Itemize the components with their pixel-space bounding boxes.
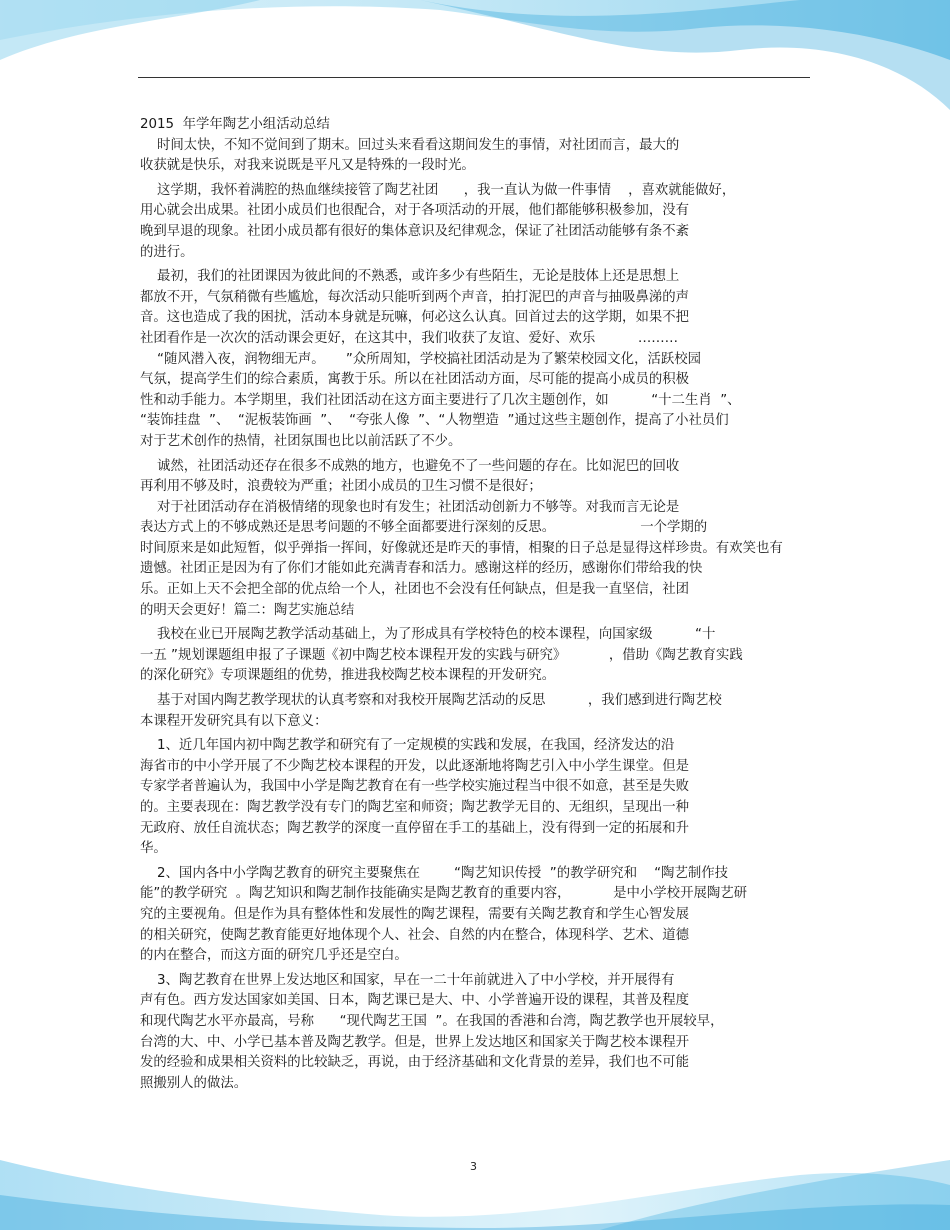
text-line: 我校在业已开展陶艺教学活动基础上，为了形成具有学校特色的校本课程，向国家级 “十 bbox=[140, 627, 716, 643]
text-line: 本课程开发研究具有以下意义： bbox=[140, 713, 328, 729]
text-line: 的。主要表现在：陶艺教学没有专门的陶艺室和师资；陶艺教学无目的、无组织，呈现出一种 bbox=[140, 800, 690, 815]
text-line: 的明天会更好！篇二：陶艺实施总结 bbox=[140, 602, 355, 618]
text-line: 这学期，我怀着满腔的热血继续接管了陶艺社团 ，我一直认为做一件事情 ，喜欢就能做好， bbox=[140, 182, 736, 198]
text-line: 台湾的大、中、小学已基本普及陶艺教学。但是，世界上发达地区和国家关于陶艺校本课程开 bbox=[140, 1034, 690, 1050]
header-rule bbox=[138, 77, 810, 78]
text-line: 照搬别人的做法。 bbox=[140, 1075, 248, 1091]
text-line: 收获就是快乐，对我来说既是平凡又是特殊的一段时光。 bbox=[140, 158, 475, 174]
text-line: 究的主要视角。但是作为具有整体性和发展性的陶艺课程，需要有关陶艺教育和学生心智发展 bbox=[140, 906, 690, 922]
text-line: 表达方式上的不够成熟还是思考问题的不够全面都要进行深刻的反思。 一个学期的 bbox=[140, 520, 708, 536]
text-line: 和现代陶艺水平亦最高，号称 “现代陶艺王国 ”。在我国的香港和台湾，陶艺教学也开展较早， bbox=[140, 1013, 724, 1029]
page-number: 3 bbox=[470, 1160, 477, 1173]
text-line: 晚到早退的现象。社团小成员都有很好的集体意识及纪律观念，保证了社团活动能够有条不紊 bbox=[140, 223, 690, 239]
text-line: “随风潜入夜，润物细无声。 ”众所周知，学校搞社团活动是为了繁荣校园文化，活跃校园 bbox=[140, 351, 702, 367]
text-line: 乐。正如上天不会把全部的优点给一个人，社团也不会没有任何缺点，但是我一直坚信，社团 bbox=[140, 582, 690, 598]
text-line: 发的经验和成果相关资料的比较缺乏，再说，由于经济基础和文化背景的差异，我们也不可能 bbox=[140, 1055, 690, 1071]
text-line: 能”的教学研究 。陶艺知识和陶艺制作技能确实是陶艺教育的重要内容， 是中小学校开展陶艺研 bbox=[140, 886, 748, 902]
text-line: 都放不开，气氛稍微有些尴尬，每次活动只能听到两个声音，拍打泥巴的声音与抽吸鼻涕的声 bbox=[140, 289, 690, 305]
text-line: 的内在整合，而这方面的研究几乎还是空白。 bbox=[140, 948, 408, 964]
text-line: 音。这也造成了我的困扰，活动本身就是玩嘛，何必这么认真。回首过去的这学期，如果不把 bbox=[140, 310, 690, 326]
text-line: 时间太快，不知不觉间到了期末。回过头来看看这期间发生的事情，对社团而言，最大的 bbox=[140, 137, 680, 153]
text-line: 2、国内各中小学陶艺教育的研究主要聚焦在 “陶艺知识传授 ”的教学研究和 “陶艺制作技 bbox=[140, 865, 729, 881]
text-line: 华。 bbox=[140, 841, 167, 857]
text-line: 气氛，提高学生们的综合素质，寓教于乐。所以在社团活动方面，尽可能的提高小成员的积极 bbox=[140, 372, 690, 388]
text-line: 时间原来是如此短暂，似乎弹指一挥间，好像就还是昨天的事情，相聚的日子总是显得这样珍贵。有欢笑也有 bbox=[140, 540, 783, 556]
text-line: 的深化研究》专项课题组的优势，推进我校陶艺校本课程的开发研究。 bbox=[140, 668, 556, 684]
text-line: 海省市的中小学开展了不少陶艺校本课程的开发，以此逐渐地将陶艺引入中小学生课堂。但是 bbox=[140, 758, 690, 774]
text-line: 1、近几年国内初中陶艺教学和研究有了一定规模的实践和发展，在我国，经济发达的沿 bbox=[140, 738, 675, 754]
text-line: 诚然，社团活动还存在很多不成熟的地方，也避免不了一些问题的存在。比如泥巴的回收 bbox=[140, 458, 680, 474]
text-line: 再利用不够及时，浪费较为严重；社团小成员的卫生习惯不是很好； bbox=[140, 479, 542, 495]
text-line: 对于社团活动存在消极情绪的现象也时有发生；社团活动创新力不够等。对我而言无论是 bbox=[140, 499, 680, 515]
text-line: 3、陶艺教育在世界上发达地区和国家，早在一二十年前就进入了中小学校，并开展得有 bbox=[140, 972, 675, 988]
text-line: 声有色。西方发达国家如美国、日本，陶艺课已是大、中、小学普遍开设的课程，其普及程度 bbox=[140, 993, 690, 1009]
text-line: 遗憾。社团正是因为有了你们才能如此充满青春和活力。感谢这样的经历，感谢你们带给我的快 bbox=[140, 561, 703, 577]
text-line: 无政府、放任自流状态；陶艺教学的深度一直停留在手工的基础上，没有得到一定的拓展和升 bbox=[140, 820, 690, 836]
text-line: 社团看作是一次次的活动课会更好，在这其中，我们收获了友谊、爱好、欢乐 ……… bbox=[140, 330, 679, 346]
text-line: 专家学者普遍认为，我国中小学是陶艺教育在有一些学校实施过程当中很不如意，甚至是失败 bbox=[140, 779, 690, 795]
document-title: 2015 年学年陶艺小组活动总结 bbox=[140, 117, 330, 132]
document-body bbox=[140, 115, 820, 1094]
text-line: 性和动手能力。本学期里，我们社团活动在这方面主要进行了几次主题创作，如 “十二生肖 ”、 bbox=[140, 392, 741, 408]
text-line: 的进行。 bbox=[140, 244, 194, 260]
text-line: 一五 ”规划课题组申报了子课题《初中陶艺校本课程开发的实践与研究》 ，借助《陶艺教育实践 bbox=[140, 647, 743, 663]
text-line: 的相关研究，使陶艺教育能更好地体现个人、社会、自然的内在整合，体现科学、艺术、道德 bbox=[140, 927, 690, 943]
text-line: “装饰挂盘 ”、 “泥板装饰画 ”、 “夸张人像 ”、“人物塑造 ”通过这些主题创作，提高了小社员们 bbox=[140, 413, 729, 429]
text-line: 对于艺术创作的热情，社团氛围也比以前活跃了不少。 bbox=[140, 433, 462, 449]
text-line: 用心就会出成果。社团小成员们也很配合，对于各项活动的开展，他们都能够积极参加，没有 bbox=[140, 203, 690, 219]
text-line: 最初，我们的社团课因为彼此间的不熟悉，或许多少有些陌生，无论是肢体上还是思想上 bbox=[140, 269, 680, 285]
text-line: 基于对国内陶艺教学现状的认真考察和对我校开展陶艺活动的反思 ，我们感到进行陶艺校 bbox=[140, 693, 722, 709]
